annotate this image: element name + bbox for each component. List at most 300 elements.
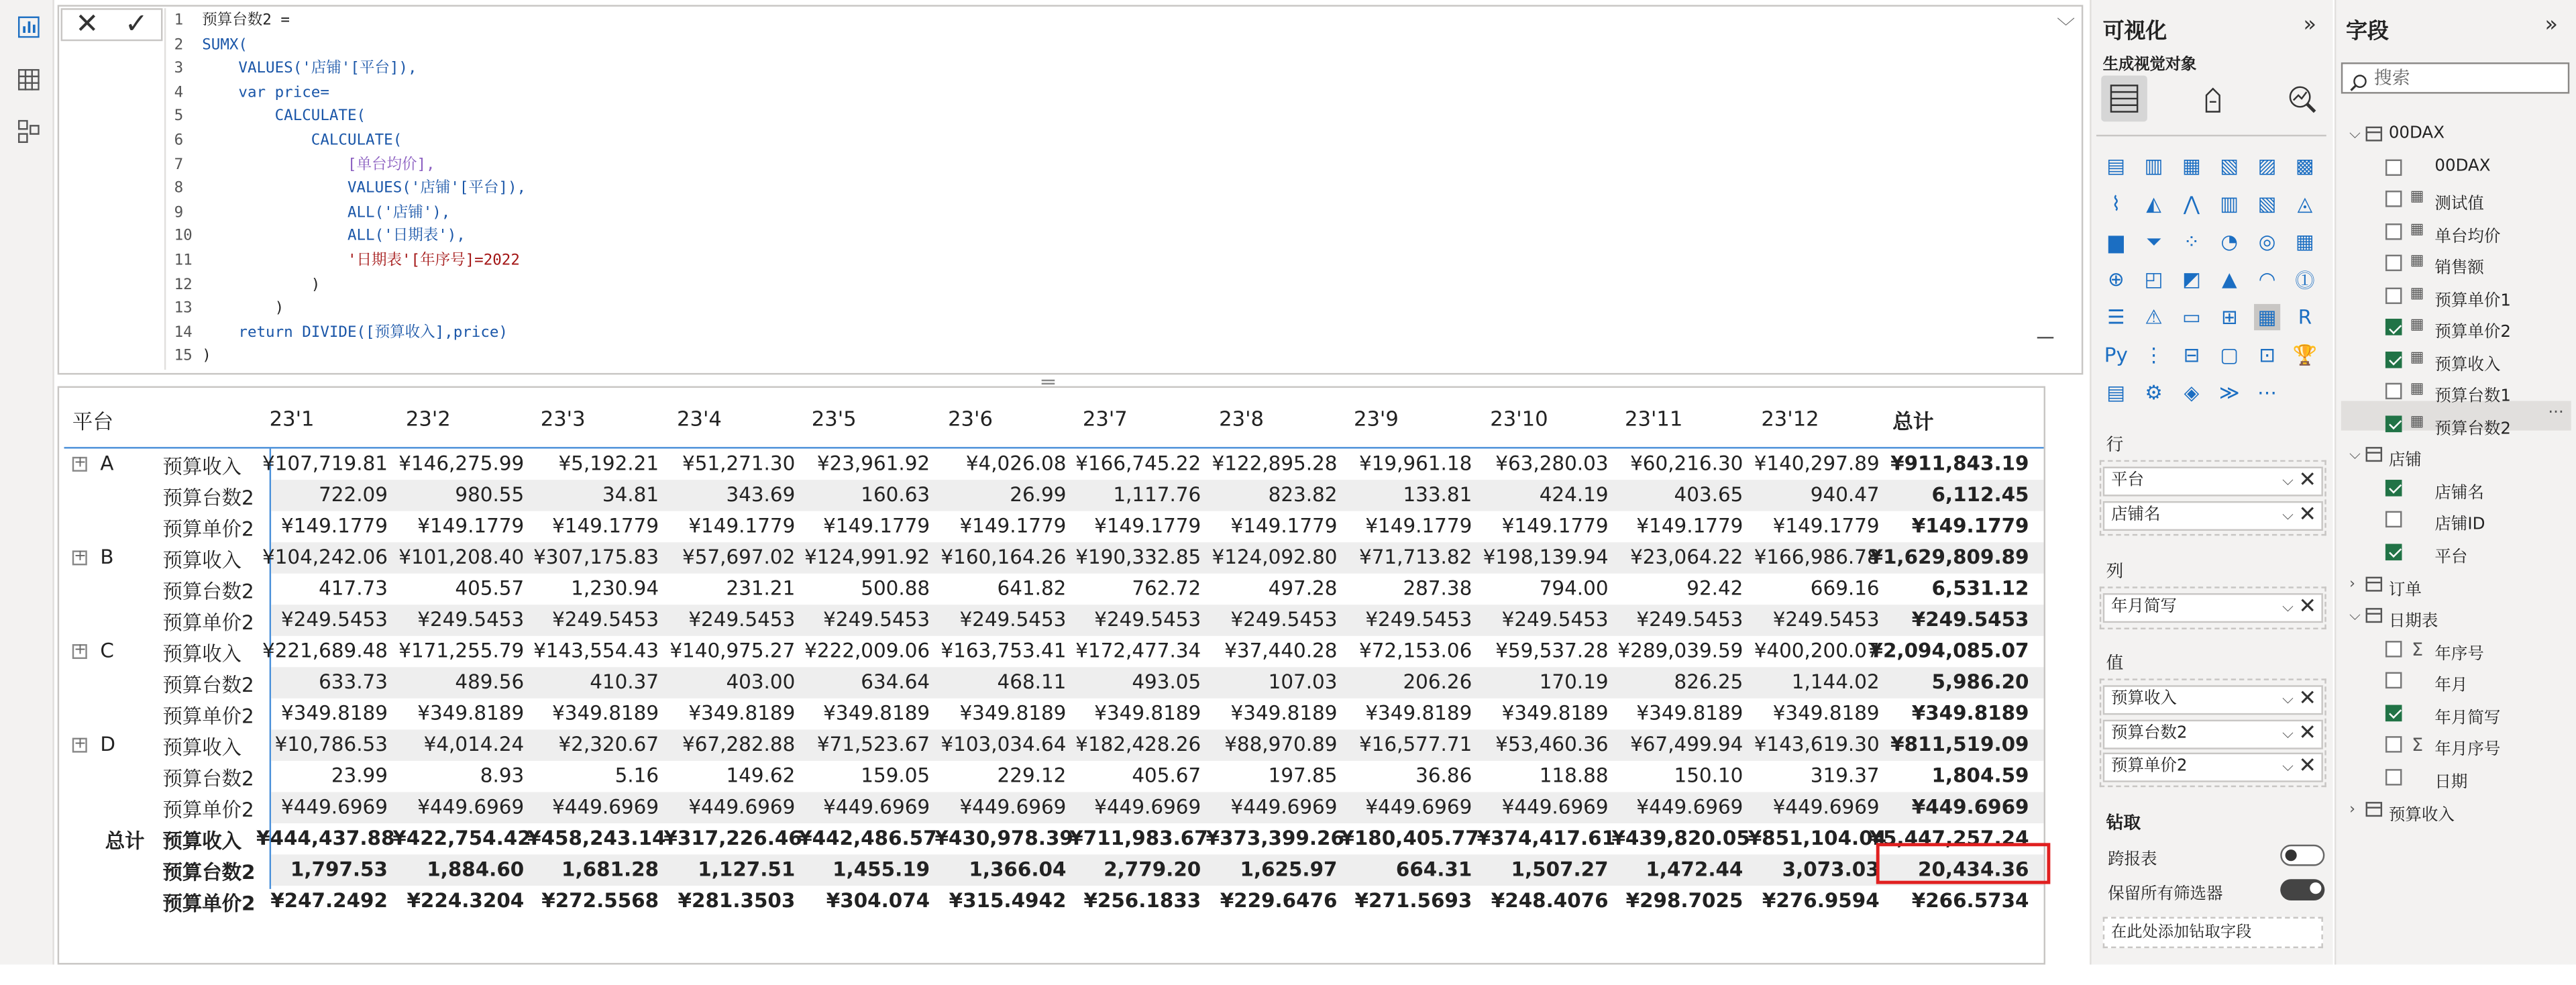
rows-field-pill[interactable] bbox=[2103, 501, 2323, 531]
cell-value[interactable]: ¥249.5453 bbox=[1094, 608, 1201, 631]
cell-value[interactable]: ¥249.5453 bbox=[281, 608, 388, 631]
cell-value[interactable]: 1,472.44 bbox=[1646, 858, 1743, 881]
cell-value[interactable]: ¥289,039.59 bbox=[1617, 639, 1743, 662]
cell-value[interactable]: ¥422,754.42 bbox=[392, 826, 531, 850]
cell-value[interactable]: 107.03 bbox=[1268, 670, 1338, 694]
table-name[interactable]: 预算收入 bbox=[2388, 807, 2455, 825]
cell-value[interactable]: 980.55 bbox=[455, 483, 525, 507]
cell-value[interactable]: ¥276.9594 bbox=[1762, 888, 1880, 913]
fields-search-input[interactable]: 搜索 bbox=[2341, 62, 2569, 94]
chevron-down-icon[interactable]: ⌵ bbox=[2282, 759, 2294, 776]
cell-value[interactable]: ¥224.3204 bbox=[407, 888, 525, 913]
chevron-down-icon[interactable]: ⌵ bbox=[2282, 692, 2294, 709]
remove-field-icon[interactable]: ✕ bbox=[2298, 594, 2317, 620]
cell-value[interactable]: ¥10,786.53 bbox=[274, 733, 388, 756]
cell-value[interactable]: 1,230.94 bbox=[571, 576, 659, 600]
cell-value[interactable]: ¥67,499.94 bbox=[1630, 733, 1743, 756]
field-name[interactable]: 日期 bbox=[2434, 773, 2468, 792]
cell-value[interactable]: 634.64 bbox=[861, 670, 930, 694]
cell-value[interactable]: ¥449.6969 bbox=[1501, 795, 1609, 819]
cell-value[interactable]: 641.82 bbox=[997, 576, 1067, 600]
cell-value[interactable]: 6,531.12 bbox=[1931, 576, 2029, 600]
cell-value[interactable]: 1,144.02 bbox=[1791, 670, 1880, 694]
field-name[interactable]: 测试值 bbox=[2434, 195, 2484, 214]
cell-value[interactable]: ¥249.5453 bbox=[1636, 608, 1743, 631]
remove-field-icon[interactable]: ✕ bbox=[2298, 468, 2317, 493]
cell-value[interactable]: ¥229.6476 bbox=[1220, 888, 1338, 913]
dax-editor[interactable]: 1 预算台数2 = 2 SUMX( 3 VALUES('店铺'[平台]), 4 var price= 5 CALCULATE( 6 CALCULATE( 7 [单台均价], 8 VALUES('店铺'[平台]), 9 ALL('店铺'), 10 ALL('日期表'), 11 '日期表'[年序号]=2022 12 ) 13 ) 14 return DIVIDE([预算收入],price) 15 ) bbox=[164, 8, 2053, 370]
column-header[interactable]: 23'6 bbox=[948, 405, 993, 431]
field-checkbox[interactable] bbox=[2385, 351, 2402, 367]
cell-value[interactable]: 343.69 bbox=[726, 483, 796, 507]
cell-value[interactable]: ¥811,519.09 bbox=[1890, 733, 2029, 756]
area-chart-icon[interactable]: ◭ bbox=[2146, 192, 2161, 215]
cell-value[interactable]: ¥59,537.28 bbox=[1495, 639, 1609, 662]
field-checkbox[interactable] bbox=[2385, 223, 2402, 239]
cell-value[interactable]: ¥149.1779 bbox=[552, 514, 659, 537]
cell-value[interactable]: ¥349.8189 bbox=[1365, 701, 1472, 725]
cell-value[interactable]: ¥349.8189 bbox=[1772, 701, 1880, 725]
cell-value[interactable]: 319.37 bbox=[1810, 764, 1880, 788]
cell-value[interactable]: ¥281.3503 bbox=[678, 888, 796, 913]
field-checkbox[interactable] bbox=[2385, 640, 2402, 656]
chevron-right-icon[interactable]: › bbox=[2349, 576, 2355, 594]
cell-value[interactable]: ¥249.5453 bbox=[688, 608, 796, 631]
cell-value[interactable]: ¥266.5734 bbox=[1911, 888, 2029, 913]
clustered-column-icon[interactable]: ▧ bbox=[2220, 154, 2239, 178]
cell-value[interactable]: ¥449.6969 bbox=[1911, 795, 2029, 819]
cell-value[interactable]: ¥160,164.26 bbox=[941, 546, 1067, 569]
remove-field-icon[interactable]: ✕ bbox=[2298, 721, 2317, 746]
python-visual-icon[interactable]: Py bbox=[2104, 343, 2128, 367]
cell-value[interactable]: 2,779.20 bbox=[1104, 858, 1201, 881]
cell-value[interactable]: ¥124,092.80 bbox=[1212, 546, 1338, 569]
expand-icon[interactable]: + bbox=[72, 456, 87, 471]
matrix-visual[interactable] bbox=[58, 386, 2045, 965]
format-visual-icon[interactable] bbox=[2190, 76, 2237, 122]
more-visuals-icon[interactable]: ≫ bbox=[2218, 381, 2240, 405]
cell-value[interactable]: ¥2,320.67 bbox=[558, 733, 659, 756]
build-visual-icon[interactable] bbox=[2101, 76, 2147, 122]
multirow-card-icon[interactable]: ☰ bbox=[2107, 305, 2125, 329]
field-name[interactable]: 预算单价1 bbox=[2434, 291, 2511, 310]
r-visual-icon[interactable]: R bbox=[2298, 305, 2312, 329]
field-name[interactable]: 销售额 bbox=[2434, 259, 2484, 278]
rows-field-pill[interactable] bbox=[2103, 467, 2323, 497]
chevron-down-icon[interactable]: ⌵ bbox=[2349, 447, 2361, 464]
cell-value[interactable]: ¥88,970.89 bbox=[1224, 733, 1338, 756]
column-header[interactable]: 23'2 bbox=[405, 405, 451, 431]
power-automate-icon[interactable]: ◈ bbox=[2184, 381, 2200, 405]
cell-value[interactable]: ¥249.5453 bbox=[1911, 608, 2029, 631]
model-view-icon[interactable] bbox=[15, 120, 41, 143]
cell-value[interactable]: ¥149.1779 bbox=[823, 514, 930, 537]
column-header[interactable]: 23'11 bbox=[1625, 405, 1683, 431]
stacked-area-icon[interactable]: ⋀ bbox=[2183, 192, 2200, 215]
cell-value[interactable]: ¥249.5453 bbox=[1501, 608, 1609, 631]
field-checkbox[interactable] bbox=[2385, 319, 2402, 335]
cell-value[interactable]: ¥249.5453 bbox=[552, 608, 659, 631]
azure-map-icon[interactable]: ▲ bbox=[2221, 268, 2237, 291]
cell-value[interactable]: ¥449.6969 bbox=[417, 795, 525, 819]
cell-value[interactable]: ¥249.5453 bbox=[823, 608, 930, 631]
cell-value[interactable]: ¥374,417.61 bbox=[1477, 826, 1616, 850]
remove-field-icon[interactable]: ✕ bbox=[2298, 503, 2317, 528]
field-checkbox[interactable] bbox=[2385, 191, 2402, 207]
cell-value[interactable]: 92.42 bbox=[1686, 576, 1743, 600]
field-checkbox[interactable] bbox=[2385, 479, 2402, 495]
cell-value[interactable]: ¥249.5453 bbox=[1772, 608, 1880, 631]
cell-value[interactable]: ¥23,961.92 bbox=[816, 452, 930, 475]
drill-through-dropzone[interactable]: 在此处添加钻取字段 bbox=[2103, 917, 2323, 949]
clustered-bar-icon[interactable]: ▦ bbox=[2182, 154, 2201, 178]
cell-value[interactable]: 405.67 bbox=[1132, 764, 1201, 788]
cell-value[interactable]: 468.11 bbox=[997, 670, 1067, 694]
cell-value[interactable]: ¥4,026.08 bbox=[965, 452, 1067, 475]
cell-value[interactable]: ¥149.1779 bbox=[1911, 514, 2029, 537]
cell-value[interactable]: 36.86 bbox=[1415, 764, 1472, 788]
100-column-icon[interactable]: ▩ bbox=[2296, 154, 2314, 178]
cell-value[interactable]: ¥349.8189 bbox=[552, 701, 659, 725]
cell-value[interactable]: ¥449.6969 bbox=[1636, 795, 1743, 819]
analytics-icon[interactable] bbox=[2279, 76, 2325, 122]
cell-value[interactable]: 149.62 bbox=[726, 764, 796, 788]
cell-value[interactable]: 497.28 bbox=[1268, 576, 1338, 600]
cell-value[interactable]: 493.05 bbox=[1132, 670, 1201, 694]
cell-value[interactable]: ¥304.074 bbox=[826, 888, 930, 913]
cell-value[interactable]: ¥449.6969 bbox=[552, 795, 659, 819]
column-header[interactable]: 23'8 bbox=[1219, 405, 1265, 431]
cell-value[interactable]: ¥444,437.88 bbox=[256, 826, 395, 850]
cell-value[interactable]: 3,073.03 bbox=[1782, 858, 1880, 881]
cell-value[interactable]: 1,455.19 bbox=[833, 858, 930, 881]
column-header[interactable]: 23'7 bbox=[1082, 405, 1128, 431]
cell-value[interactable]: ¥349.8189 bbox=[823, 701, 930, 725]
slicer-icon[interactable]: ▭ bbox=[2182, 305, 2201, 329]
cell-value[interactable]: ¥449.6969 bbox=[281, 795, 388, 819]
field-name[interactable]: 店铺ID bbox=[2434, 515, 2485, 534]
column-header[interactable]: 23'4 bbox=[676, 405, 722, 431]
cell-value[interactable]: 229.12 bbox=[997, 764, 1067, 788]
goals-icon[interactable]: 🏆 bbox=[2292, 343, 2318, 367]
field-checkbox[interactable] bbox=[2385, 255, 2402, 271]
cell-value[interactable]: 633.73 bbox=[319, 670, 388, 694]
field-name[interactable]: 店铺名 bbox=[2434, 484, 2484, 503]
chevron-down-icon[interactable]: ⌵ bbox=[2282, 507, 2294, 525]
cell-value[interactable]: 118.88 bbox=[1539, 764, 1609, 788]
cell-value[interactable]: ¥222,009.06 bbox=[804, 639, 930, 662]
more-options-icon[interactable]: ⋯ bbox=[2257, 381, 2277, 405]
ribbon-chart-icon[interactable]: ◬ bbox=[2297, 192, 2313, 215]
cell-value[interactable]: ¥149.1779 bbox=[1365, 514, 1472, 537]
cell-value[interactable]: ¥349.8189 bbox=[688, 701, 796, 725]
cell-value[interactable]: ¥71,713.82 bbox=[1359, 546, 1472, 569]
cell-value[interactable]: 940.47 bbox=[1810, 483, 1880, 507]
field-checkbox[interactable] bbox=[2385, 672, 2402, 688]
cell-value[interactable]: 231.21 bbox=[726, 576, 796, 600]
cell-value[interactable]: ¥71,523.67 bbox=[816, 733, 930, 756]
field-name[interactable]: 平台 bbox=[2434, 548, 2468, 566]
cell-value[interactable]: ¥37,440.28 bbox=[1224, 639, 1338, 662]
cell-value[interactable]: ¥2,094,085.07 bbox=[1869, 639, 2029, 662]
cell-value[interactable]: 170.19 bbox=[1539, 670, 1609, 694]
cell-value[interactable]: ¥67,282.88 bbox=[682, 733, 796, 756]
cell-value[interactable]: 5,986.20 bbox=[1931, 670, 2029, 694]
cell-value[interactable]: ¥272.5568 bbox=[541, 888, 659, 913]
power-apps-icon[interactable]: ⚙ bbox=[2145, 381, 2163, 405]
keep-filters-toggle[interactable] bbox=[2280, 879, 2324, 900]
values-field-pill[interactable] bbox=[2103, 685, 2323, 715]
field-checkbox[interactable] bbox=[2385, 383, 2402, 399]
report-view-icon[interactable] bbox=[15, 15, 41, 38]
values-field-pill[interactable] bbox=[2103, 753, 2323, 782]
field-name[interactable]: 预算收入 bbox=[2434, 356, 2501, 374]
stacked-column-icon[interactable]: ▥ bbox=[2144, 154, 2163, 178]
cell-value[interactable]: 1,127.51 bbox=[698, 858, 796, 881]
cell-value[interactable]: 6,112.45 bbox=[1931, 483, 2029, 507]
cell-value[interactable]: 664.31 bbox=[1395, 858, 1472, 881]
qa-icon[interactable]: ▢ bbox=[2220, 343, 2239, 367]
cell-value[interactable]: 26.99 bbox=[1010, 483, 1067, 507]
cell-value[interactable]: ¥449.6969 bbox=[1365, 795, 1472, 819]
cell-value[interactable]: ¥442,486.57 bbox=[798, 826, 937, 850]
cell-value[interactable]: ¥171,255.79 bbox=[398, 639, 525, 662]
cell-value[interactable]: ¥163,753.41 bbox=[941, 639, 1067, 662]
expand-icon[interactable]: + bbox=[72, 550, 87, 564]
cell-value[interactable]: ¥315.4942 bbox=[949, 888, 1067, 913]
cell-value[interactable]: ¥249.5453 bbox=[1230, 608, 1338, 631]
cell-value[interactable]: ¥149.1779 bbox=[1094, 514, 1201, 537]
cell-value[interactable]: ¥149.1779 bbox=[959, 514, 1067, 537]
field-name[interactable]: 单台均价 bbox=[2434, 227, 2501, 246]
cell-value[interactable]: 489.56 bbox=[455, 670, 525, 694]
field-name[interactable]: 年月序号 bbox=[2434, 741, 2501, 760]
cell-value[interactable]: 23.99 bbox=[331, 764, 388, 788]
table-view-icon[interactable] bbox=[15, 67, 41, 90]
expand-formula-icon[interactable]: ﹀ bbox=[2057, 16, 2076, 38]
chevron-down-icon[interactable]: ⌵ bbox=[2282, 726, 2294, 743]
cell-value[interactable]: ¥146,275.99 bbox=[398, 452, 525, 475]
field-name[interactable]: 预算台数1 bbox=[2434, 387, 2511, 406]
cell-value[interactable]: 150.10 bbox=[1674, 764, 1743, 788]
chevron-down-icon[interactable]: ⌵ bbox=[2349, 126, 2361, 144]
cell-value[interactable]: ¥140,975.27 bbox=[669, 639, 796, 662]
cell-value[interactable]: ¥349.8189 bbox=[1501, 701, 1609, 725]
cell-value[interactable]: ¥57,697.02 bbox=[682, 546, 796, 569]
field-name[interactable]: 00DAX bbox=[2434, 156, 2491, 175]
field-checkbox[interactable] bbox=[2385, 158, 2402, 174]
cell-value[interactable]: ¥458,243.14 bbox=[527, 826, 666, 850]
cell-value[interactable]: ¥221,689.48 bbox=[262, 639, 388, 662]
kpi-icon[interactable]: ⚠ bbox=[2145, 305, 2163, 329]
matrix-icon[interactable]: ▦ bbox=[2254, 304, 2280, 330]
more-options-icon[interactable]: ··· bbox=[2548, 404, 2564, 423]
row-header[interactable]: 平台 bbox=[72, 409, 114, 434]
cell-value[interactable]: 500.88 bbox=[861, 576, 930, 600]
cell-value[interactable]: ¥317,226.46 bbox=[663, 826, 802, 850]
cell-value[interactable]: ¥143,554.43 bbox=[533, 639, 659, 662]
chevron-down-icon[interactable]: ⌵ bbox=[2282, 473, 2294, 490]
expand-icon[interactable]: + bbox=[72, 643, 87, 658]
cell-value[interactable]: ¥449.6969 bbox=[1230, 795, 1338, 819]
cell-value[interactable]: ¥149.1779 bbox=[281, 514, 388, 537]
column-header[interactable]: 23'1 bbox=[269, 405, 315, 431]
column-header[interactable]: 23'12 bbox=[1761, 405, 1819, 431]
chevron-down-icon[interactable]: ⌵ bbox=[2282, 599, 2294, 617]
cell-value[interactable]: 669.16 bbox=[1810, 576, 1880, 600]
cell-value[interactable]: ¥449.6969 bbox=[1094, 795, 1201, 819]
cell-value[interactable]: ¥5,447,257.24 bbox=[1869, 826, 2029, 850]
cell-value[interactable]: ¥449.6969 bbox=[959, 795, 1067, 819]
cell-value[interactable]: ¥60,216.30 bbox=[1630, 452, 1743, 475]
paginated-icon[interactable]: ▤ bbox=[2106, 381, 2126, 405]
cell-value[interactable]: ¥182,428.26 bbox=[1075, 733, 1201, 756]
cell-value[interactable]: ¥63,280.03 bbox=[1495, 452, 1609, 475]
cell-value[interactable]: ¥172,477.34 bbox=[1075, 639, 1201, 662]
cell-value[interactable]: 287.38 bbox=[1403, 576, 1472, 600]
100-bar-icon[interactable]: ▨ bbox=[2257, 154, 2277, 178]
cell-value[interactable]: 159.05 bbox=[861, 764, 930, 788]
cell-value[interactable]: ¥51,271.30 bbox=[682, 452, 796, 475]
card-icon[interactable]: ⓵ bbox=[2295, 268, 2315, 292]
cell-value[interactable]: 197.85 bbox=[1268, 764, 1338, 788]
shape-map-icon[interactable]: ◩ bbox=[2182, 268, 2201, 291]
cell-value[interactable]: ¥124,991.92 bbox=[804, 546, 930, 569]
decomposition-tree-icon[interactable]: ⊟ bbox=[2183, 343, 2200, 367]
cell-value[interactable]: ¥166,745.22 bbox=[1075, 452, 1201, 475]
chevron-down-icon[interactable]: ⌵ bbox=[2349, 608, 2361, 625]
cell-value[interactable]: ¥349.8189 bbox=[1094, 701, 1201, 725]
cell-value[interactable]: ¥149.1779 bbox=[1636, 514, 1743, 537]
field-checkbox[interactable] bbox=[2385, 543, 2402, 559]
cell-value[interactable]: ¥190,332.85 bbox=[1075, 546, 1201, 569]
treemap-icon[interactable]: ▦ bbox=[2296, 229, 2314, 254]
cell-value[interactable]: ¥449.6969 bbox=[688, 795, 796, 819]
line-clustered-icon[interactable]: ▧ bbox=[2257, 192, 2277, 215]
cell-value[interactable]: 1,797.53 bbox=[290, 858, 388, 881]
cell-value[interactable]: 826.25 bbox=[1674, 670, 1743, 694]
cell-value[interactable]: ¥248.4076 bbox=[1491, 888, 1609, 913]
cell-value[interactable]: 1,507.27 bbox=[1511, 858, 1609, 881]
columns-field-pill[interactable] bbox=[2103, 593, 2323, 623]
collapse-viz-icon[interactable]: » bbox=[2303, 13, 2317, 38]
cell-value[interactable]: 20,434.36 bbox=[1918, 858, 2029, 881]
remove-field-icon[interactable]: ✕ bbox=[2298, 686, 2317, 712]
funnel-icon[interactable]: ⏷ bbox=[2145, 229, 2162, 252]
cell-value[interactable]: 722.09 bbox=[319, 483, 388, 507]
table-name[interactable]: 00DAX bbox=[2388, 125, 2445, 144]
table-name[interactable]: 店铺 bbox=[2388, 452, 2422, 470]
cell-value[interactable]: ¥439,820.05 bbox=[1611, 826, 1750, 850]
cell-value[interactable]: 1,884.60 bbox=[427, 858, 525, 881]
cell-value[interactable]: 405.57 bbox=[455, 576, 525, 600]
cell-value[interactable]: ¥349.8189 bbox=[417, 701, 525, 725]
cell-value[interactable]: ¥430,978.39 bbox=[934, 826, 1073, 850]
cell-value[interactable]: 403.65 bbox=[1674, 483, 1743, 507]
cell-value[interactable]: ¥256.1833 bbox=[1083, 888, 1201, 913]
table-name[interactable]: 日期表 bbox=[2388, 613, 2438, 631]
cell-value[interactable]: 1,681.28 bbox=[561, 858, 659, 881]
cell-value[interactable]: 823.82 bbox=[1268, 483, 1338, 507]
cell-value[interactable]: ¥143,619.30 bbox=[1754, 733, 1880, 756]
cell-value[interactable]: ¥180,405.77 bbox=[1340, 826, 1479, 850]
cell-value[interactable]: 5.16 bbox=[614, 764, 659, 788]
cell-value[interactable]: 160.63 bbox=[861, 483, 930, 507]
cell-value[interactable]: ¥249.5453 bbox=[417, 608, 525, 631]
cancel-formula-icon[interactable]: ✕ bbox=[75, 8, 99, 42]
commit-formula-icon[interactable]: ✓ bbox=[124, 8, 148, 42]
cell-value[interactable]: ¥307,175.83 bbox=[533, 546, 659, 569]
cell-value[interactable]: ¥122,895.28 bbox=[1212, 452, 1338, 475]
cell-value[interactable]: ¥101,208.40 bbox=[398, 546, 525, 569]
cell-value[interactable]: ¥149.1779 bbox=[1772, 514, 1880, 537]
cell-value[interactable]: 403.00 bbox=[726, 670, 796, 694]
cell-value[interactable]: ¥140,297.89 bbox=[1754, 452, 1880, 475]
values-field-pill[interactable] bbox=[2103, 720, 2323, 749]
gauge-icon[interactable]: ◠ bbox=[2258, 268, 2276, 291]
cross-report-toggle[interactable] bbox=[2280, 845, 2324, 866]
field-checkbox[interactable] bbox=[2385, 768, 2402, 784]
cell-value[interactable]: 762.72 bbox=[1132, 576, 1201, 600]
field-name[interactable]: 预算台数2 bbox=[2434, 419, 2511, 438]
cell-value[interactable]: ¥349.8189 bbox=[281, 701, 388, 725]
field-name[interactable]: 年月 bbox=[2434, 676, 2468, 695]
cell-value[interactable]: ¥449.6969 bbox=[823, 795, 930, 819]
cell-value[interactable]: ¥1,629,809.89 bbox=[1869, 546, 2029, 569]
cell-value[interactable]: ¥247.2492 bbox=[270, 888, 388, 913]
cell-value[interactable]: ¥149.1779 bbox=[1501, 514, 1609, 537]
cell-value[interactable]: ¥107,719.81 bbox=[262, 452, 388, 475]
cell-value[interactable]: 8.93 bbox=[480, 764, 525, 788]
cell-value[interactable]: ¥5,192.21 bbox=[558, 452, 659, 475]
table-icon[interactable]: ⊞ bbox=[2220, 305, 2238, 329]
cell-value[interactable]: ¥249.5453 bbox=[1365, 608, 1472, 631]
column-header[interactable]: 23'3 bbox=[540, 405, 586, 431]
cell-value[interactable]: ¥298.7025 bbox=[1625, 888, 1743, 913]
column-header[interactable]: 23'9 bbox=[1353, 405, 1399, 431]
filled-map-icon[interactable]: ◰ bbox=[2144, 268, 2163, 291]
cell-value[interactable]: ¥349.8189 bbox=[959, 701, 1067, 725]
cell-value[interactable]: ¥249.5453 bbox=[959, 608, 1067, 631]
cell-value[interactable]: ¥4,014.24 bbox=[423, 733, 525, 756]
column-header[interactable]: 总计 bbox=[1892, 409, 1934, 434]
cell-value[interactable]: ¥149.1779 bbox=[417, 514, 525, 537]
collapse-formula-icon[interactable] bbox=[2037, 337, 2053, 338]
column-header[interactable]: 23'10 bbox=[1490, 405, 1548, 431]
cell-value[interactable]: ¥166,986.78 bbox=[1754, 546, 1880, 569]
field-checkbox[interactable] bbox=[2385, 415, 2402, 431]
cell-value[interactable]: 417.73 bbox=[319, 576, 388, 600]
scatter-icon[interactable]: ⁘ bbox=[2183, 229, 2200, 254]
narrative-icon[interactable]: ⊡ bbox=[2259, 343, 2275, 367]
cell-value[interactable]: ¥851,104.04 bbox=[1748, 826, 1887, 850]
cell-value[interactable]: 133.81 bbox=[1403, 483, 1472, 507]
cell-value[interactable]: 1,366.04 bbox=[969, 858, 1067, 881]
cell-value[interactable]: ¥373,399.26 bbox=[1205, 826, 1344, 850]
line-column-icon[interactable]: ▥ bbox=[2220, 192, 2239, 215]
cell-value[interactable]: ¥711,983.67 bbox=[1069, 826, 1208, 850]
cell-value[interactable]: 1,804.59 bbox=[1931, 764, 2029, 788]
cell-value[interactable]: ¥149.1779 bbox=[1230, 514, 1338, 537]
expand-icon[interactable]: + bbox=[72, 737, 87, 751]
cell-value[interactable]: ¥349.8189 bbox=[1636, 701, 1743, 725]
waterfall-icon[interactable]: ▆ bbox=[2108, 229, 2124, 254]
cell-value[interactable]: ¥911,843.19 bbox=[1890, 452, 2029, 475]
cell-value[interactable]: ¥72,153.06 bbox=[1359, 639, 1472, 662]
field-checkbox[interactable] bbox=[2385, 736, 2402, 752]
chevron-right-icon[interactable]: › bbox=[2349, 802, 2355, 819]
collapse-fields-icon[interactable]: » bbox=[2544, 13, 2559, 38]
